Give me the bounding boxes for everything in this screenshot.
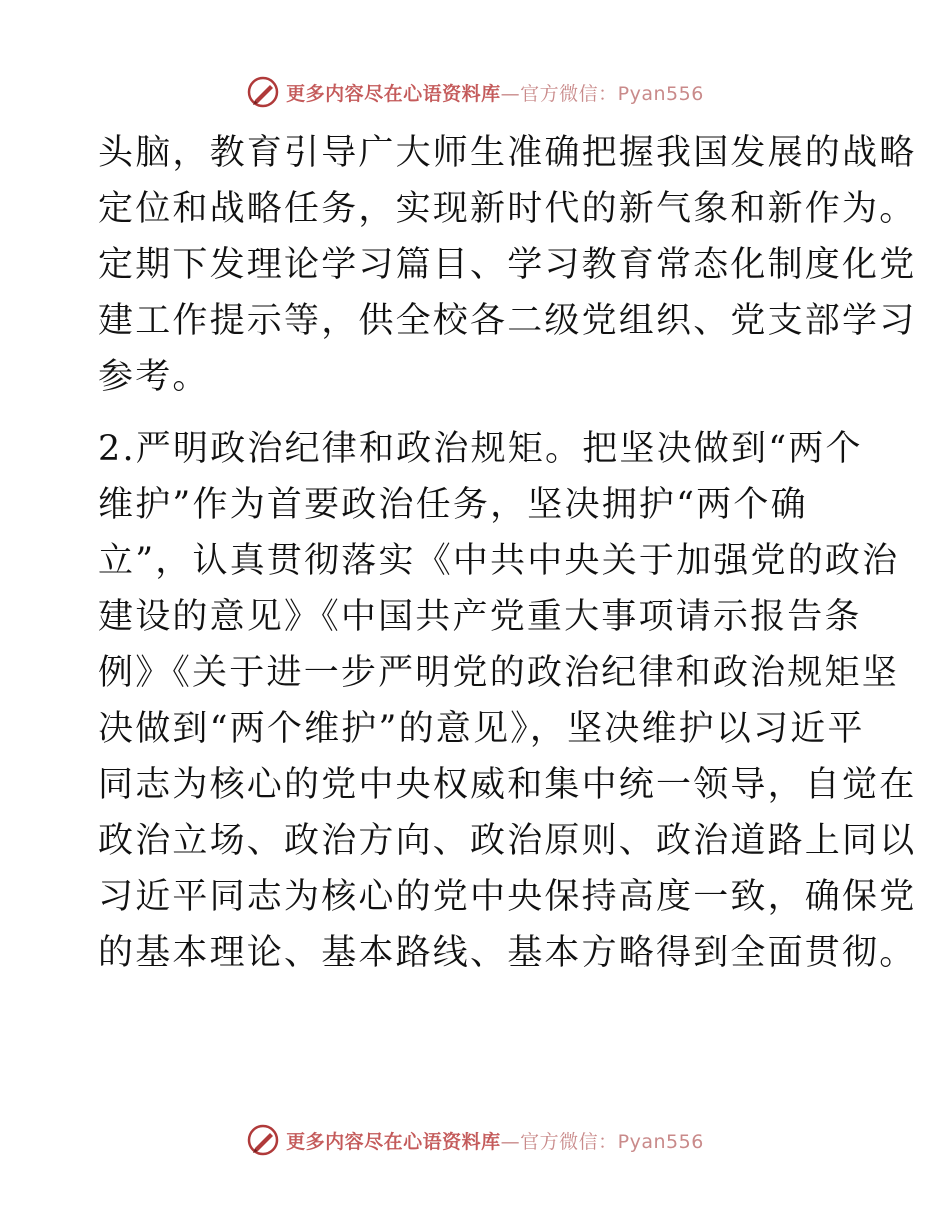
text-line: 习近平同志为核心的党中央保持高度一致，确保党 [98, 877, 917, 917]
text-line: 同志为核心的党中央权威和集中统一领导，自觉在 [98, 765, 917, 805]
text-line: 建设的意见》《中国共产党重大事项请示报告条 [98, 597, 862, 637]
footer-banner [0, 1120, 950, 1160]
text-line: 决做到“两个维护”的意见》，坚决维护以习近平 [98, 709, 865, 749]
paragraph-1 [98, 125, 917, 405]
banner-text: 更多内容尽在心语资料库—官方微信：Pyan556 [286, 1130, 704, 1153]
text-line: 参考。 [98, 357, 210, 397]
banner-text: 更多内容尽在心语资料库—官方微信：Pyan556 [286, 82, 704, 105]
text-line: 立”，认真贯彻落实《中共中央关于加强党的政治 [98, 541, 900, 581]
text-line: 维护”作为首要政治任务，坚决拥护“两个确 [98, 485, 808, 525]
text-line: 建工作提示等，供全校各二级党组织、党支部学习 [98, 301, 917, 341]
text-line: 定期下发理论学习篇目、学习教育常态化制度化党 [98, 245, 917, 285]
document-body [98, 125, 917, 981]
text-line: 政治立场、政治方向、政治原则、政治道路上同以 [98, 821, 917, 861]
text-line: 的基本理论、基本路线、基本方略得到全面贯彻。 [98, 933, 917, 973]
header-banner [0, 72, 950, 112]
text-line: 例》《关于进一步严明党的政治纪律和政治规矩坚 [98, 653, 899, 693]
text-line: 定位和战略任务，实现新时代的新气象和新作为。 [98, 189, 917, 229]
text-line: 头脑，教育引导广大师生准确把握我国发展的战略 [98, 133, 917, 173]
pen-logo-icon [246, 75, 280, 109]
paragraph-2 [98, 421, 917, 981]
pen-logo-icon [246, 1123, 280, 1157]
text-line: 2.严明政治纪律和政治规矩。把坚决做到“两个 [98, 429, 863, 469]
